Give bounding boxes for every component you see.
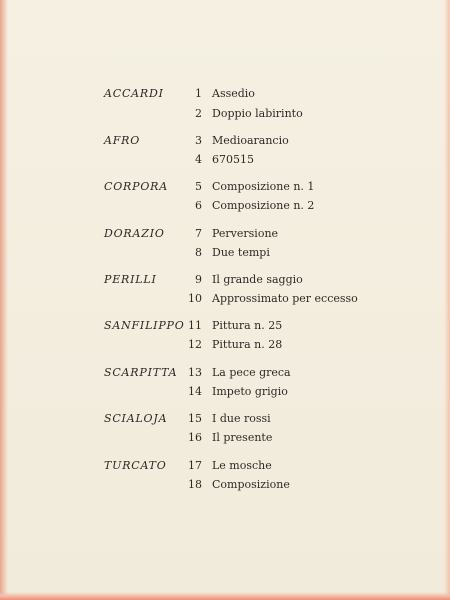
artwork-title: Perversione — [212, 227, 279, 240]
artist-name: SCIALOJA — [104, 412, 168, 425]
artwork-number: 13 — [188, 366, 202, 379]
artwork-number: 10 — [188, 292, 202, 305]
artwork-number: 5 — [195, 180, 202, 193]
artwork-number: 4 — [195, 153, 202, 166]
artwork-number: 14 — [188, 385, 202, 398]
list-entry-15 — [0, 409, 450, 429]
artwork-title: Il presente — [212, 431, 273, 444]
artwork-title: La pece greca — [212, 366, 291, 379]
artwork-title: I due rossi — [212, 412, 271, 425]
artwork-number: 2 — [195, 107, 202, 120]
list-entry-9 — [0, 270, 450, 290]
list-entry-4 — [0, 150, 450, 170]
artwork-title: Composizione — [212, 478, 290, 491]
artist-name: CORPORA — [104, 180, 168, 193]
list-entry-11 — [0, 316, 450, 336]
list-entry-10 — [0, 289, 450, 309]
artwork-title: Il grande saggio — [212, 273, 303, 286]
artwork-title: Impeto grigio — [212, 385, 288, 398]
artwork-number: 12 — [188, 338, 202, 351]
list-entry-13 — [0, 363, 450, 383]
list-entry-6 — [0, 196, 450, 216]
artist-name: AFRO — [104, 134, 141, 147]
artwork-number: 3 — [195, 134, 202, 147]
artwork-title: Composizione n. 2 — [212, 199, 315, 212]
list-entry-7 — [0, 224, 450, 244]
artwork-title: Le mosche — [212, 459, 272, 472]
list-entry-16 — [0, 428, 450, 448]
artist-name: SCARPITTA — [104, 366, 178, 379]
artwork-number: 7 — [195, 227, 202, 240]
artwork-title: Medioarancio — [212, 134, 289, 147]
list-entry-12 — [0, 335, 450, 355]
artwork-number: 6 — [195, 199, 202, 212]
artist-name: DORAZIO — [104, 227, 165, 240]
artwork-number: 18 — [188, 478, 202, 491]
artwork-number: 16 — [188, 431, 202, 444]
artwork-title: Assedio — [212, 87, 255, 100]
list-entry-17 — [0, 456, 450, 476]
artwork-number: 17 — [188, 459, 202, 472]
artwork-title: Doppio labirinto — [212, 107, 303, 120]
artist-name: TURCATO — [104, 459, 167, 472]
artwork-number: 11 — [188, 319, 202, 332]
artwork-title: Approssimato per eccesso — [212, 292, 358, 305]
artist-name: PERILLI — [104, 273, 157, 286]
artwork-number: 9 — [195, 273, 202, 286]
artwork-title: Pittura n. 28 — [212, 338, 283, 351]
list-entry-3 — [0, 131, 450, 151]
list-entry-18 — [0, 475, 450, 495]
artwork-title: Due tempi — [212, 246, 270, 259]
artist-name: ACCARDI — [104, 87, 164, 100]
list-entry-8 — [0, 243, 450, 263]
list-entry-5 — [0, 177, 450, 197]
artwork-title: Composizione n. 1 — [212, 180, 315, 193]
artwork-title: Pittura n. 25 — [212, 319, 283, 332]
artwork-title: 670515 — [212, 153, 254, 166]
artist-name: SANFILIPPO — [104, 319, 185, 332]
list-entry-2 — [0, 104, 450, 124]
list-entry-14 — [0, 382, 450, 402]
list-entry-1 — [0, 84, 450, 104]
artwork-number: 1 — [195, 87, 202, 100]
artwork-number: 15 — [188, 412, 202, 425]
artwork-number: 8 — [195, 246, 202, 259]
